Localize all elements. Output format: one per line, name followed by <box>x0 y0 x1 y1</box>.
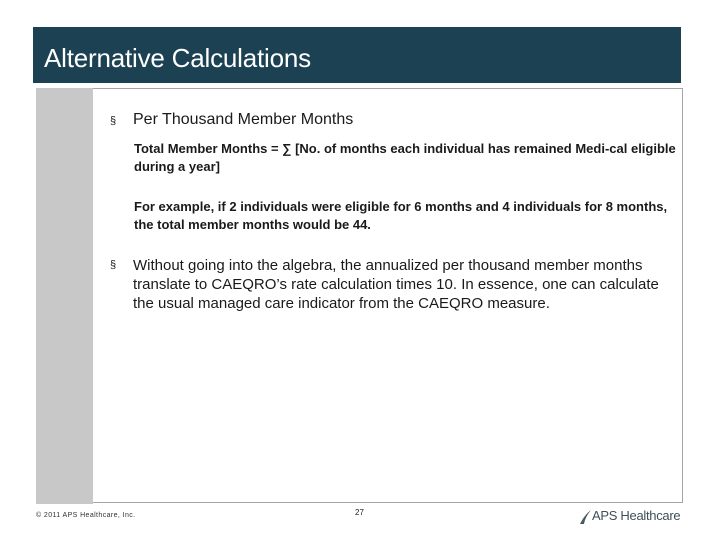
page-number: 27 <box>355 508 364 517</box>
bullet-marker: § <box>110 259 117 271</box>
example-text: For example, if 2 individuals were eligible for 6 months and 4 individuals for 8 months, the total member months would be 44. <box>134 199 668 232</box>
copyright-notice: © 2011 APS Healthcare, Inc. <box>36 512 136 519</box>
aps-swoosh-icon <box>578 508 592 526</box>
side-band <box>36 88 93 504</box>
aps-logo <box>578 506 684 528</box>
bullet-heading: Per Thousand Member Months <box>133 111 354 128</box>
slide-title: Alternative Calculations <box>44 43 311 73</box>
logo-wordmark: APS Healthcare <box>592 508 681 523</box>
formula-text: Total Member Months = ∑ [No. of months each individual has remained Medi-cal eligible during a year] <box>134 141 676 174</box>
bullet-marker: § <box>110 115 117 127</box>
bullet-body-text: Without going into the algebra, the annualized per thousand member months translate to CAEQRO’s rate calculation times 10. In essence, one can calculate the usual managed care indicator from the CAEQRO measure. <box>133 257 659 312</box>
title-bar <box>33 27 681 83</box>
